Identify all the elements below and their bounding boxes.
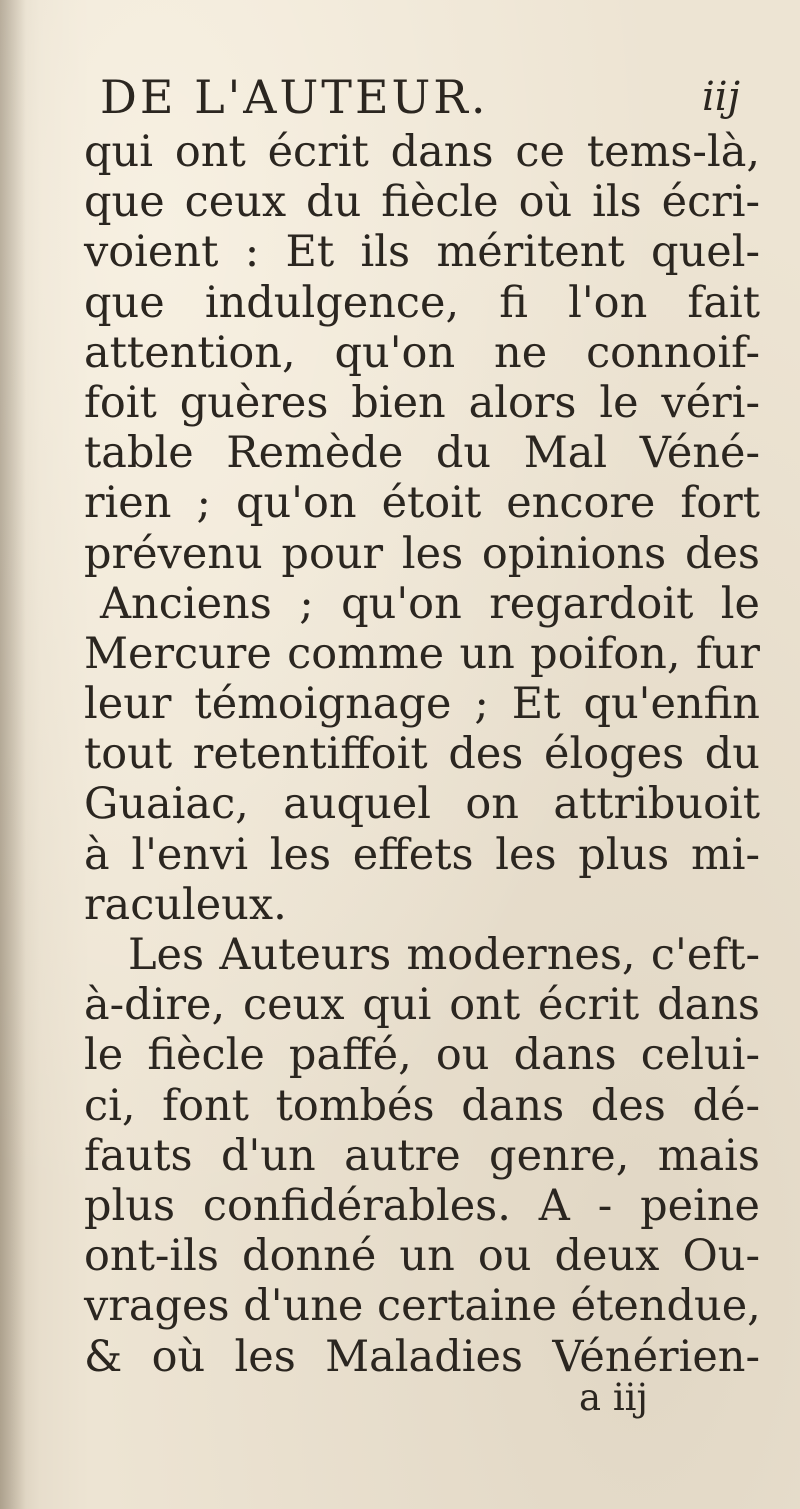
signature-mark: a iij: [579, 1376, 648, 1419]
text-line: rien ; qu'on étoit encore fort: [84, 478, 760, 529]
text-line: ci, font tombés dans des dé-: [84, 1080, 760, 1131]
text-line: Anciens ; qu'on regardoit le: [100, 578, 760, 629]
text-line: que indulgence, fi l'on fait: [84, 277, 760, 328]
text-line: tout retentiffoit des éloges du: [84, 729, 760, 780]
text-line: attention, qu'on ne connoif-: [84, 327, 760, 378]
text-line: & où les Maladies Vénérien-: [84, 1331, 760, 1382]
text-line: le fiècle paffé, ou dans celui-: [84, 1030, 760, 1081]
text-line: qui ont écrit dans ce tems-là,: [84, 127, 760, 177]
page-number: iij: [702, 74, 740, 120]
text-line: leur témoignage ; Et qu'enfin: [84, 679, 760, 730]
text-line: raculeux.: [84, 879, 287, 930]
text-line: vrages d'une certaine étendue,: [84, 1281, 761, 1332]
body-text: [84, 127, 760, 1382]
text-line: prévenu pour les opinions des: [84, 528, 760, 579]
text-line: fauts d'un autre genre, mais: [84, 1130, 760, 1181]
text-line: que ceux du fiècle où ils écri-: [84, 177, 760, 228]
paragraph-start-line: Les Auteurs modernes, c'eft-: [128, 930, 760, 980]
page-gutter-shadow: [0, 0, 26, 1509]
running-head: [100, 72, 740, 122]
text-line: table Remède du Mal Véné-: [84, 428, 760, 479]
text-line: voient : Et ils méritent quel-: [84, 227, 760, 278]
text-line: ont-ils donné un ou deux Ou-: [84, 1231, 760, 1282]
text-line: Mercure comme un poifon, fur: [84, 628, 760, 679]
text-line: plus confidérables. A - peine: [84, 1180, 760, 1231]
text-line: à l'envi les effets les plus mi-: [84, 829, 760, 880]
running-title: DE L'AUTEUR.: [100, 70, 489, 124]
text-line: à-dire, ceux qui ont écrit dans: [84, 980, 760, 1031]
text-line: Guaiac, auquel on attribuoit: [84, 779, 760, 830]
text-line: foit guères bien alors le véri-: [84, 377, 760, 428]
